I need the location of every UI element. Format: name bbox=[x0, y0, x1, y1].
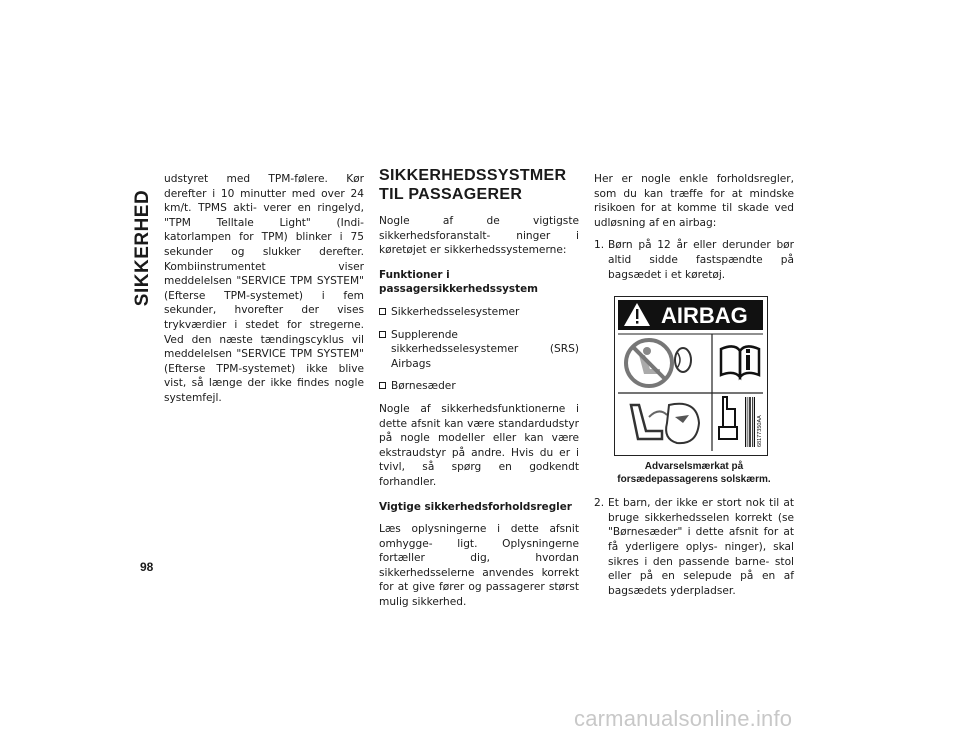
precautions-intro: Her er nogle enkle forholdsregler, som du kan træffe for at mindske risikoen for at komme til skade ved udløsning af en airbag: bbox=[594, 173, 794, 229]
seat-airbag-icon bbox=[631, 404, 699, 443]
watermark: carmanualsonline.info bbox=[574, 706, 793, 731]
precautions-list bbox=[594, 238, 794, 282]
figure-caption: Advarselsmærkat på forsædepassagerens solskærm. bbox=[617, 461, 771, 486]
page-number: 98 bbox=[140, 560, 154, 574]
banner-text: AIRBAG bbox=[661, 303, 748, 329]
read-carefully-paragraph: Læs oplysningerne i dette afsnit omhygge- ligt. Oplysningerne fortæller dig, hvordan sikkerhedsselerne anvendes korrekt for at give fører og passagerer størst mulig sikkerhed. bbox=[379, 523, 579, 609]
intro-paragraph: Nogle af de vigtigste sikkerhedsforanstalt- ninger i køretøjet er sikkerhedssystemerne: bbox=[379, 215, 579, 257]
subheading-precautions: Vigtige sikkerhedsforholdsregler bbox=[379, 500, 572, 513]
tpms-paragraph: udstyret med TPM-følere. Kør derefter i 10 minutter med over 24 km/t. TPMS akti- verer en ringelyd, "TPM Telltale Light" (Indi- katorlampen for TPM) blinker i 75 sekunder og slukker derefter. Kombiinstrumentet viser meddelelsen "SERVICE TPM SYSTEM" (Efterse TPM-systemet) i fem sekunder, hvorefter der vises trykværdier i stedet for stregerne. Ved den næste tændingscyklus vil meddelelsen "SERVICE TPM SYSTEM" (Efterse TPM-systemet) ikke blive vist, så længe der ikke findes nogle systemfejl. bbox=[164, 173, 364, 404]
item-number: 2. bbox=[594, 497, 605, 510]
column-3 bbox=[594, 172, 794, 606]
airbag-label-illustration bbox=[615, 297, 766, 454]
item-number: 1. bbox=[594, 239, 605, 252]
item-text: Børn på 12 år eller derunder bør altid sidde fastspændte på bagsædet i et køretøj. bbox=[608, 239, 794, 281]
list-item: Supplerende sikkerhedsselesystemer (SRS) Airbags bbox=[379, 328, 579, 372]
list-item: Sikkerhedsselesystemer bbox=[379, 305, 579, 320]
no-child-seat-icon bbox=[626, 340, 691, 386]
list-item bbox=[594, 238, 794, 282]
barcode-id: 68177350AA bbox=[757, 415, 763, 448]
optional-equipment-paragraph: Nogle af sikkerhedsfunktionerne i dette afsnit kan være standardudstyr på nogle modeller eller kan være ekstraudstyr på andre. Hvis du er i tvivl, så spørg en godkendt forhandler. bbox=[379, 402, 579, 488]
airbag-warning-label bbox=[614, 296, 768, 456]
precautions-list-continued bbox=[594, 496, 794, 598]
barcode-icon bbox=[745, 397, 755, 447]
chapter-side-tab bbox=[128, 168, 158, 328]
read-manual-icon bbox=[721, 347, 759, 378]
finger-warning-icon bbox=[719, 397, 737, 439]
column-1 bbox=[164, 172, 364, 414]
list-item: Børnesæder bbox=[379, 379, 579, 394]
safety-systems-list bbox=[379, 305, 579, 394]
section-heading: SIKKERHEDSSYSTMER TIL PASSAGERER bbox=[379, 167, 567, 203]
chapter-title: SIKKERHED bbox=[132, 189, 153, 307]
list-item bbox=[594, 496, 794, 598]
column-2 bbox=[379, 166, 579, 618]
subheading-functions: Funktioner i passagersikkerhedssystem bbox=[379, 268, 538, 296]
item-text: Et barn, der ikke er stort nok til at bruge sikkerhedsselen korrekt (se "Børnesæder" i dette afsnit for at få yderligere oplys- ninger), skal sikres i den passende barne- stol eller på en selepude på en af bagsædets yderpladser. bbox=[608, 497, 794, 597]
